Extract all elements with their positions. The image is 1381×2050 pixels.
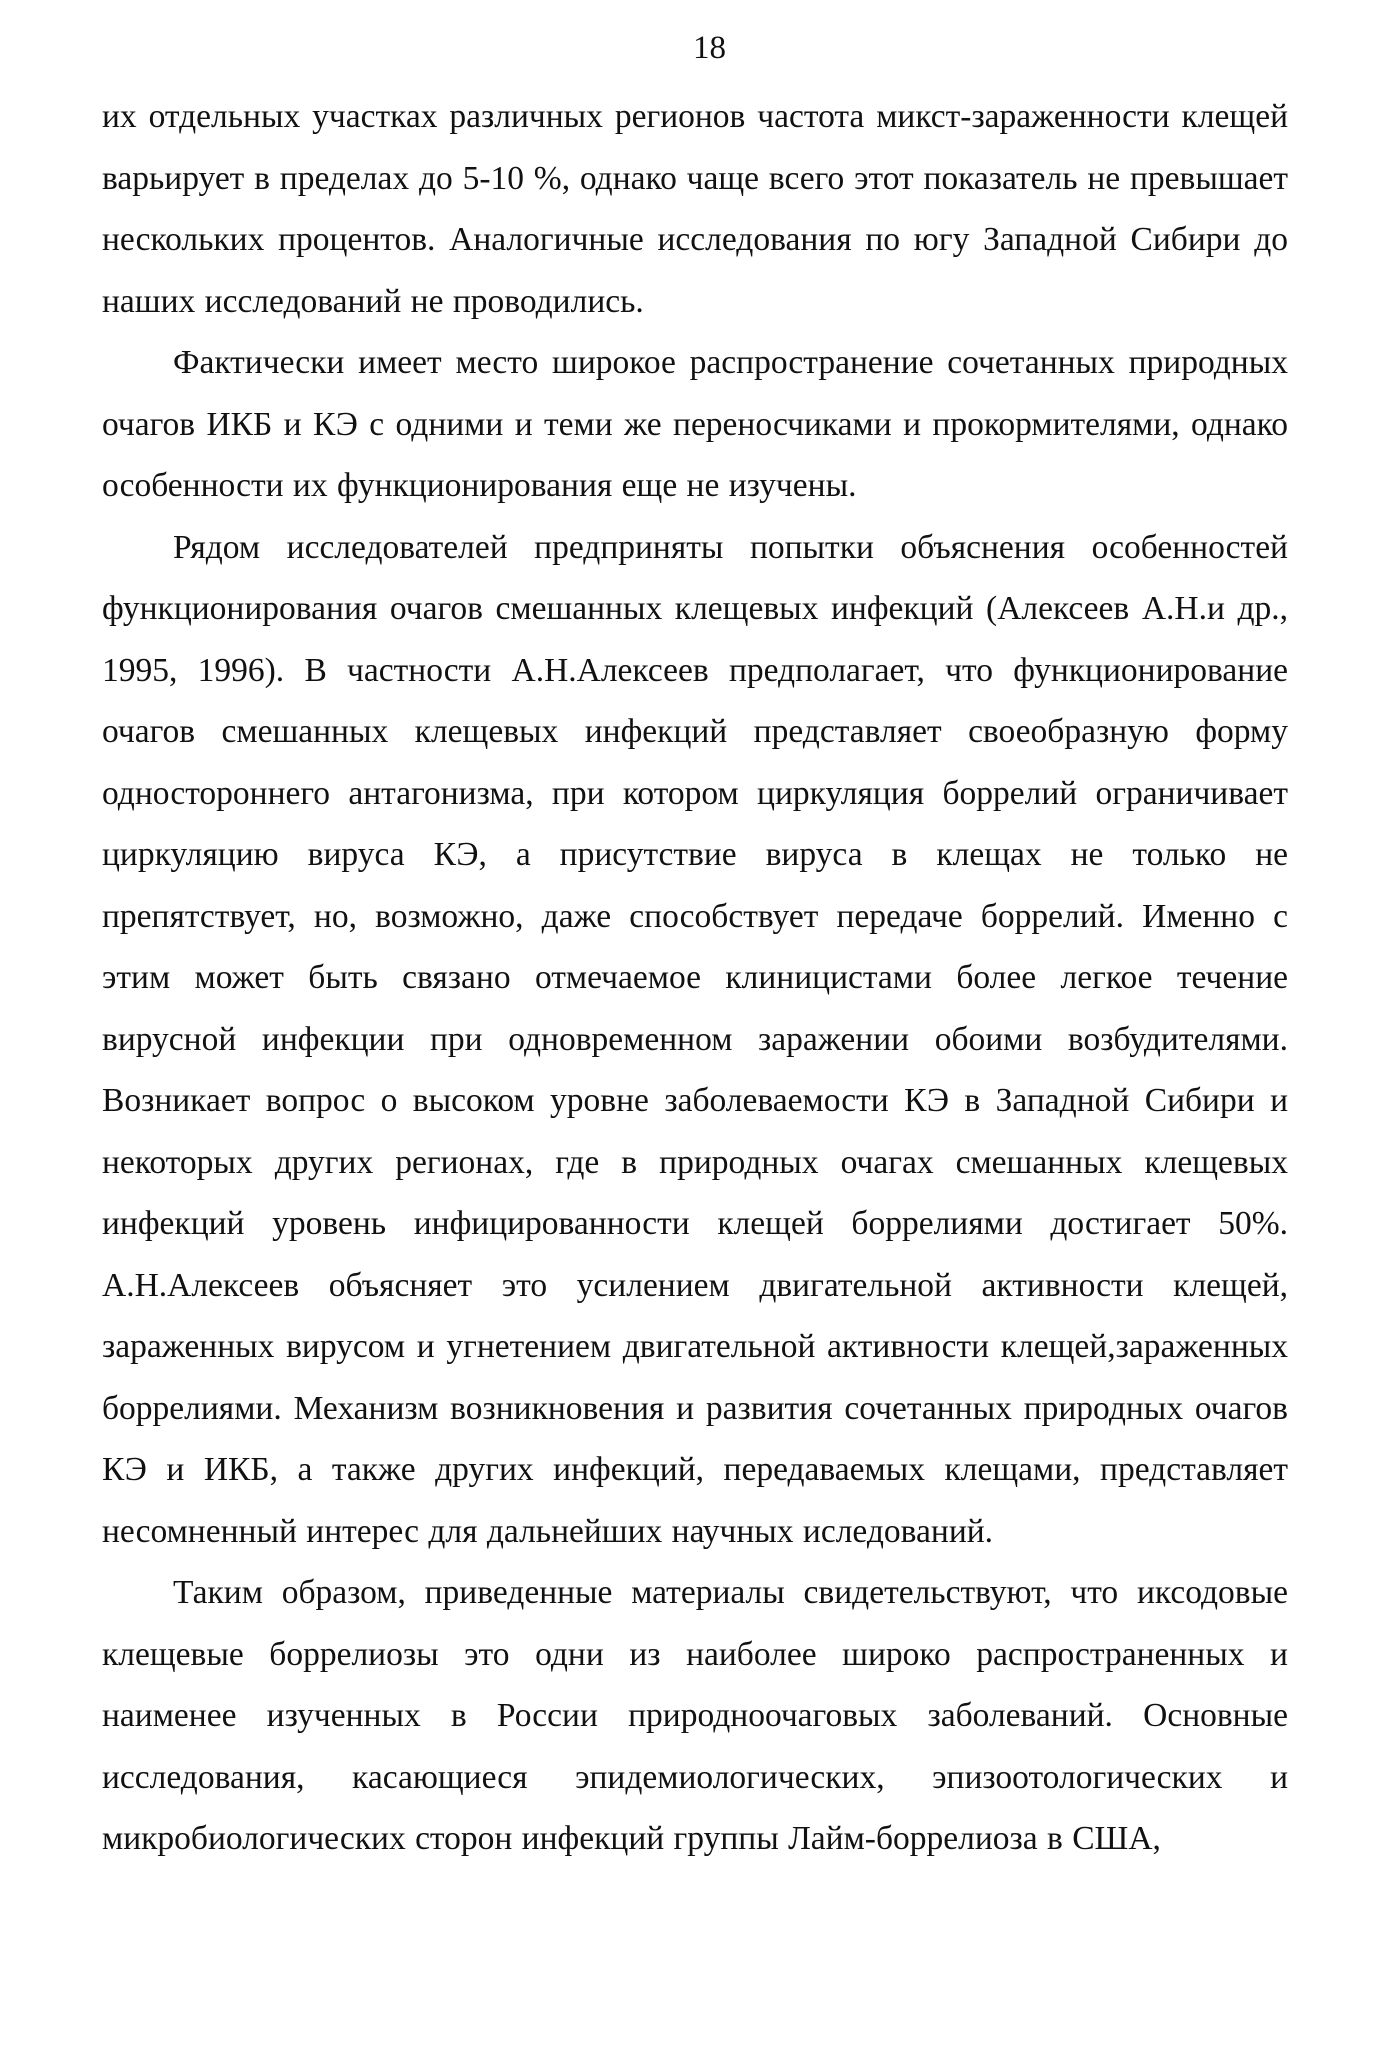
document-body <box>102 86 1288 1870</box>
paragraph-alekseev-hypothesis: Рядом исследователей предприняты попытки объяснения особенностей функционирования очагов смешанных клещевых инфекций (Алексеев А.Н.и др., 1995, 1996). В частности А.Н.Алексеев предполагает, что функционирование очагов смешанных клещевых инфекций представляет своеобразную форму одностороннего антагонизма, при котором циркуляция боррелий ограничивает циркуляцию вируса КЭ, а присутствие вируса в клещах не только не препятствует, но, возможно, даже способствует передаче боррелий. Именно с этим может быть связано отмечаемое клиницистами более легкое течение вирусной инфекции при одновременном заражении обоими возбудителями. Возникает вопрос о высоком уровне заболеваемости КЭ в Западной Сибири и некоторых других регионах, где в природных очагах смешанных клещевых инфекций уровень инфицированности клещей боррелиями достигает 50%. А.Н.Алексеев объясняет это усилением двигательной активности клещей, зараженных вирусом и угнетением двигательной активности клещей,зараженных боррелиями. Механизм возникновения и развития сочетанных природных очагов КЭ и ИКБ, а также других инфекций, передаваемых клещами, представляет несомненный интерес для дальнейших научных иследований. <box>102 528 1288 1550</box>
page-number: 18 <box>693 30 726 66</box>
paragraph-conclusion: Таким образом, приведенные материалы свидетельствуют, что иксодовые клещевые боррелиозы это одни из наиболее широко распространенных и наименее изученных в России природноочаговых заболеваний. Основные исследования, касающиеся эпидемиологических, эпизоотологических и микробиологических сторон инфекций группы Лайм-боррелиоза в США, <box>102 1574 1288 1857</box>
paragraph-continuation: их отдельных участках различных регионов частота микст-зараженности клещей варьирует в пределах до 5-10 %, однако чаще всего этот показатель не превышает нескольких процентов. Аналогичные исследования по югу Западной Сибири до наших исследований не проводились. <box>102 98 1288 320</box>
paragraph-natural-foci: Фактически имеет место широкое распространение сочетанных природных очагов ИКБ и КЭ с одними и теми же переносчиками и прокормителями, однако особенности их функционирования еще не изучены. <box>102 344 1288 504</box>
